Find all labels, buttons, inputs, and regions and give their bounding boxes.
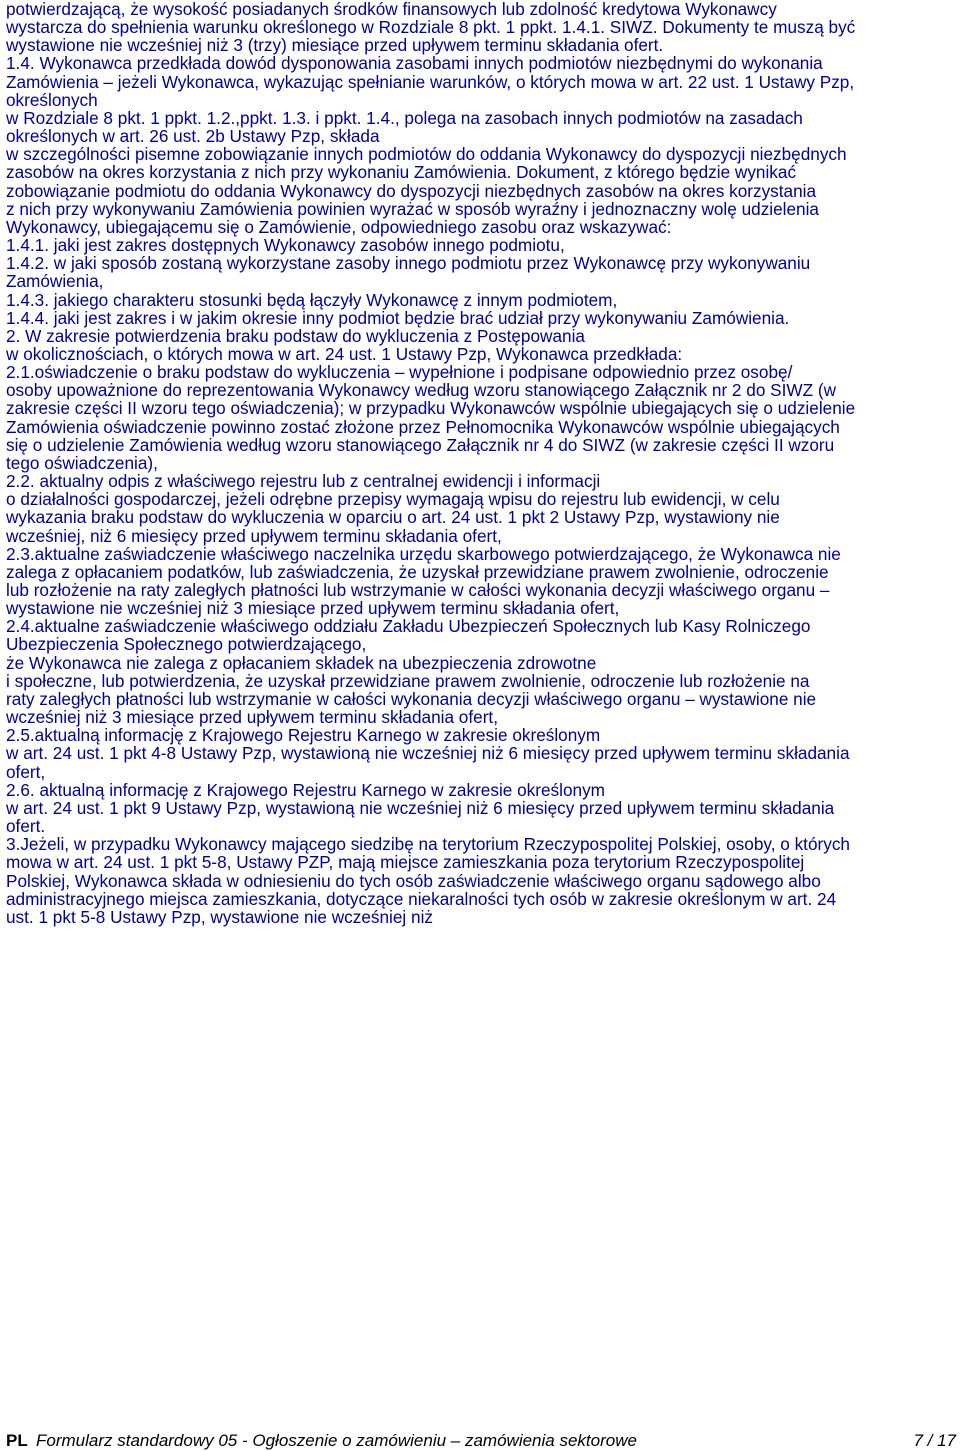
text-line: Zamówienia oświadczenie powinno zostać złożone przez Pełnomocnika Wykonawców wspólnie ubiegających bbox=[6, 416, 840, 437]
text-line: Zamówienia – jeżeli Wykonawca, wykazując spełnianie warunków, o których mowa w art. 22 ust. 1 Ustawy Pzp, bbox=[6, 71, 855, 92]
text-line: mowa w art. 24 ust. 1 pkt 5-8, Ustawy PZP, mają miejsce zamieszkania poza terytorium Rzeczypospolitej bbox=[6, 852, 805, 873]
text-line: osoby upoważnione do reprezentowania Wykonawcy według wzoru stanowiącego Załącznik nr 2 do SIWZ (w bbox=[6, 380, 837, 401]
text-line: tego oświadczenia), bbox=[6, 452, 158, 473]
text-line: 3.Jeżeli, w przypadku Wykonawcy mającego siedzibę na terytorium Rzeczypospolitej Polskiej, osoby, o których bbox=[6, 834, 850, 855]
footer-language-code: PL bbox=[6, 1431, 28, 1450]
text-line: lub rozłożenie na raty zaległych płatności lub wstrzymanie w całości wykonania decyzji właściwego organu – bbox=[6, 580, 830, 600]
text-line: 2.5.aktualną informację z Krajowego Rejestru Karnego w zakresie określonym bbox=[6, 725, 601, 746]
text-line: 1.4.3. jakiego charakteru stosunki będą łączyły Wykonawcę z innym podmiotem, bbox=[6, 289, 618, 310]
text-line: ust. 1 pkt 5-8 Ustawy Pzp, wystawione nie wcześniej niż bbox=[6, 906, 434, 927]
text-line: 2.4.aktualne zaświadczenie właściwego oddziału Zakładu Ubezpieczeń Społecznych lub Kasy Rolniczego bbox=[6, 616, 811, 637]
text-line: administracyjnego miejsca zamieszkania, dotyczące niekaralności tych osób w zakresie określonym w art. 24 bbox=[6, 888, 837, 909]
text-line: o działalności gospodarczej, jeżeli odrębne przepisy wymagają wpisu do rejestru lub ewidencji, w celu bbox=[6, 489, 780, 510]
text-line: ofert. bbox=[6, 816, 46, 837]
footer-form-title: Formularz standardowy 05 - Ogłoszenie o zamówieniu – zamówienia sektorowe bbox=[36, 1431, 637, 1450]
text-line: 1.4.2. w jaki sposób zostaną wykorzystane zasoby innego podmiotu przez Wykonawcę przy wykonywaniu bbox=[6, 253, 811, 274]
text-line: 1.4.4. jaki jest zakres i w jakim okresie inny podmiot będzie brać udział przy wykonywaniu Zamówienia. bbox=[6, 307, 790, 328]
text-line: w okolicznościach, o których mowa w art. 24 ust. 1 Ustawy Pzp, Wykonawca przedkłada: bbox=[6, 343, 683, 364]
text-line: zalega z opłacaniem podatków, lub zaświadczenia, że uzyskał przewidziane prawem zwolnienie, odroczenie bbox=[6, 561, 829, 582]
text-line: w Rozdziale 8 pkt. 1 ppkt. 1.2.,ppkt. 1.3. i ppkt. 1.4., polega na zasobach innych podmiotów na zasadach bbox=[6, 107, 803, 128]
text-line: raty zaległych płatności lub wstrzymanie w całości wykonania decyzji właściwego organu – wystawione nie bbox=[6, 688, 817, 709]
text-line: 2.3.aktualne zaświadczenie właściwego naczelnika urzędu skarbowego potwierdzającego, że Wykonawca nie bbox=[6, 543, 841, 564]
page-footer bbox=[6, 1431, 956, 1451]
document-body bbox=[6, 0, 952, 926]
text-line: 2.1.oświadczenie o braku podstaw do wykluczenia – wypełnione i podpisane odpowiednio przez osobę/ bbox=[6, 362, 793, 383]
text-line: Zamówienia, bbox=[6, 271, 104, 292]
text-line: wykazania braku podstaw do wykluczenia w oparciu o art. 24 ust. 1 pkt 2 Ustawy Pzp, wystawiony nie bbox=[6, 507, 780, 528]
text-line: zakresie części II wzoru tego oświadczenia); w przypadku Wykonawców wspólnie ubiegających się o udzielenie bbox=[6, 398, 856, 419]
text-line: 2.2. aktualny odpis z właściwego rejestru lub z centralnej ewidencji i informacji bbox=[6, 471, 601, 492]
text-line: wystarcza do spełnienia warunku określonego w Rozdziale 8 pkt. 1 ppkt. 1.4.1. SIWZ. Dokumenty te muszą być bbox=[6, 17, 856, 38]
text-line: w art. 24 ust. 1 pkt 9 Ustawy Pzp, wystawioną nie wcześniej niż 6 miesięcy przed upływem terminu składania bbox=[6, 797, 835, 818]
text-line: zobowiązanie podmiotu do oddania Wykonawcy do dyspozycji niezbędnych zasobów na okres korzystania bbox=[6, 180, 817, 201]
text-line: 1.4.1. jaki jest zakres dostępnych Wykonawcy zasobów innego podmiotu, bbox=[6, 235, 565, 256]
text-line: 2. W zakresie potwierdzenia braku podstaw do wykluczenia z Postępowania bbox=[6, 325, 585, 346]
text-line: i społeczne, lub potwierdzenia, że uzyskał przewidziane prawem zwolnienie, odroczenie lub rozłożenie na bbox=[6, 670, 810, 691]
text-line: że Wykonawca nie zalega z opłacaniem składek na ubezpieczenia zdrowotne bbox=[6, 652, 597, 673]
text-line: wystawione nie wcześniej niż 3 (trzy) miesiące przed upływem terminu składania ofert. bbox=[6, 35, 664, 56]
text-line: ofert, bbox=[6, 761, 46, 782]
text-line: w art. 24 ust. 1 pkt 4-8 Ustawy Pzp, wystawioną nie wcześniej niż 6 miesięcy przed upływem terminu składania bbox=[6, 743, 850, 764]
text-line: wcześniej niż 3 miesiące przed upływem terminu składania ofert, bbox=[6, 707, 498, 728]
footer-page-number: 7 / 17 bbox=[913, 1431, 956, 1450]
text-line: Polskiej, Wykonawca składa w odniesieniu do tych osób zaświadczenie właściwego organu sądowego albo bbox=[6, 870, 821, 891]
text-line: wystawione nie wcześniej niż 3 miesiące przed upływem terminu składania ofert, bbox=[6, 598, 620, 619]
text-line: zasobów na okres korzystania z nich przy wykonaniu Zamówienia. Dokument, z którego będzie wynikać bbox=[6, 162, 797, 183]
text-line: potwierdzającą, że wysokość posiadanych środków finansowych lub zdolność kredytowa Wykonawcy bbox=[6, 0, 777, 19]
text-line: w szczególności pisemne zobowiązanie innych podmiotów do oddania Wykonawcy do dyspozycji niezbędnych bbox=[6, 144, 847, 165]
text-line: Ubezpieczenia Społecznego potwierdzającego, bbox=[6, 634, 367, 655]
text-line: określonych w art. 26 ust. 2b Ustawy Pzp, składa bbox=[6, 126, 380, 147]
text-line: 2.6. aktualną informację z Krajowego Rejestru Karnego w zakresie określonym bbox=[6, 779, 605, 800]
text-line: wcześniej, niż 6 miesięcy przed upływem terminu składania ofert, bbox=[6, 525, 502, 546]
text-line: się o udzielenie Zamówienia według wzoru stanowiącego Załącznik nr 4 do SIWZ (w zakresie części II wzoru bbox=[6, 434, 835, 455]
text-line: Wykonawcy, ubiegającemu się o Zamówienie, odpowiedniego zasobu oraz wskazywać: bbox=[6, 216, 672, 237]
text-line: 1.4. Wykonawca przedkłada dowód dysponowania zasobami innych podmiotów niezbędnymi do wykonania bbox=[6, 53, 823, 74]
text-line: określonych bbox=[6, 89, 98, 110]
text-line: z nich przy wykonywaniu Zamówienia powinien wyrażać w sposób wyraźny i jednoznaczny wolę udzielenia bbox=[6, 198, 819, 219]
